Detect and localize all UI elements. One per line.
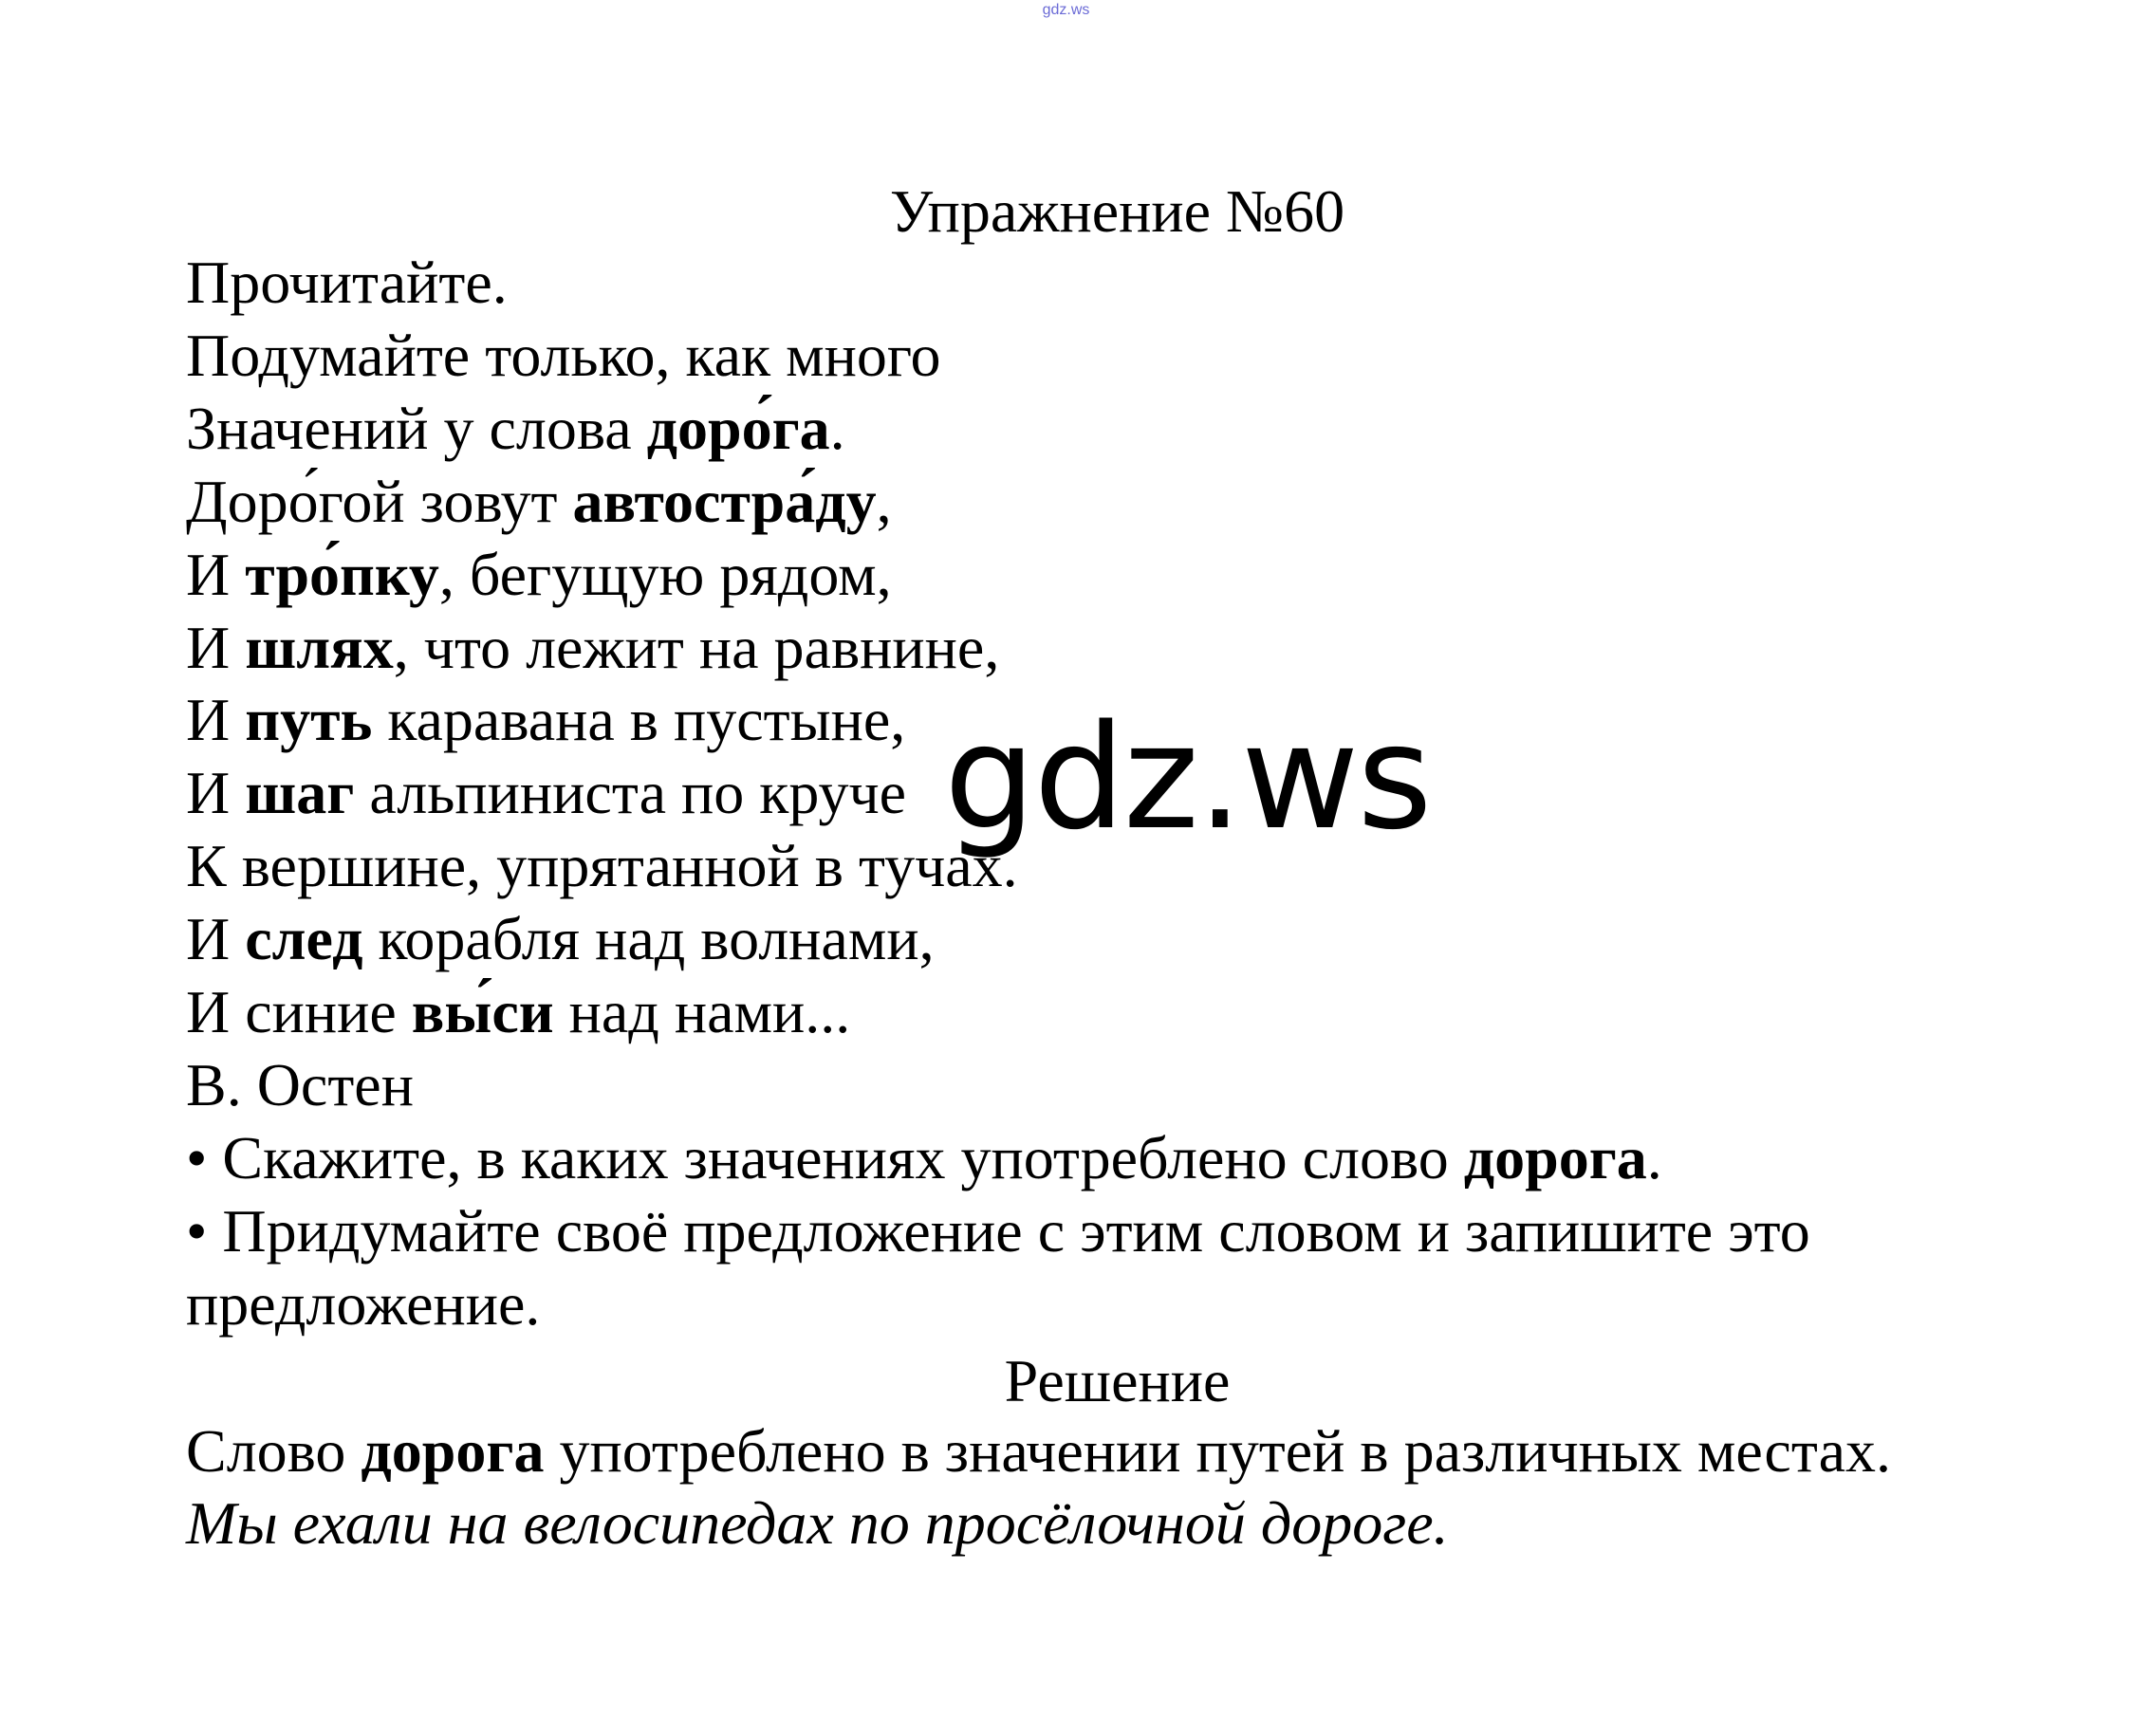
text-line: К вершине, упрятанной в тучах. bbox=[186, 832, 1018, 900]
text-line: И шлях, что лежит на равнине, bbox=[186, 613, 1000, 681]
text-line: Доро́гой зовут автостра́ду, bbox=[186, 467, 892, 535]
solution-text bbox=[186, 1415, 2122, 1560]
text-line: И путь каравана в пустыне, bbox=[186, 686, 906, 754]
text-line: Подумайте только, как много bbox=[186, 321, 941, 389]
text-line: Прочитайте. bbox=[186, 249, 508, 316]
solution-answer: Слово дорога употреблено в значении путей в различных местах. bbox=[186, 1417, 1891, 1485]
text-line: И шаг альпиниста по круче bbox=[186, 759, 907, 827]
exercise-title: Упражнение №60 bbox=[889, 177, 1345, 245]
text-line: И тро́пку, бегущую рядом, bbox=[186, 540, 892, 608]
watermark-logo: gdz.ws bbox=[944, 693, 1431, 861]
solution-example: Мы ехали на велосипедах по просёлочной дороге. bbox=[186, 1489, 1449, 1557]
poem-author: В. Остен bbox=[186, 1050, 414, 1118]
task-item: • Скажите, в каких значениях употреблено слово дорога. bbox=[186, 1123, 1662, 1191]
text-line: И след корабля над волнами, bbox=[186, 905, 935, 973]
solution-title: Решение bbox=[1004, 1347, 1231, 1414]
text-line: И синие вы́си над нами... bbox=[186, 978, 851, 1046]
top-watermark-text: gdz.ws bbox=[1042, 2, 1090, 18]
task-item: • Придумайте своё предложение с этим словом и запишите это bbox=[186, 1196, 1810, 1265]
task-item-continuation: предложение. bbox=[186, 1269, 541, 1338]
text-line: Значений у слова доро́га. bbox=[186, 394, 845, 462]
